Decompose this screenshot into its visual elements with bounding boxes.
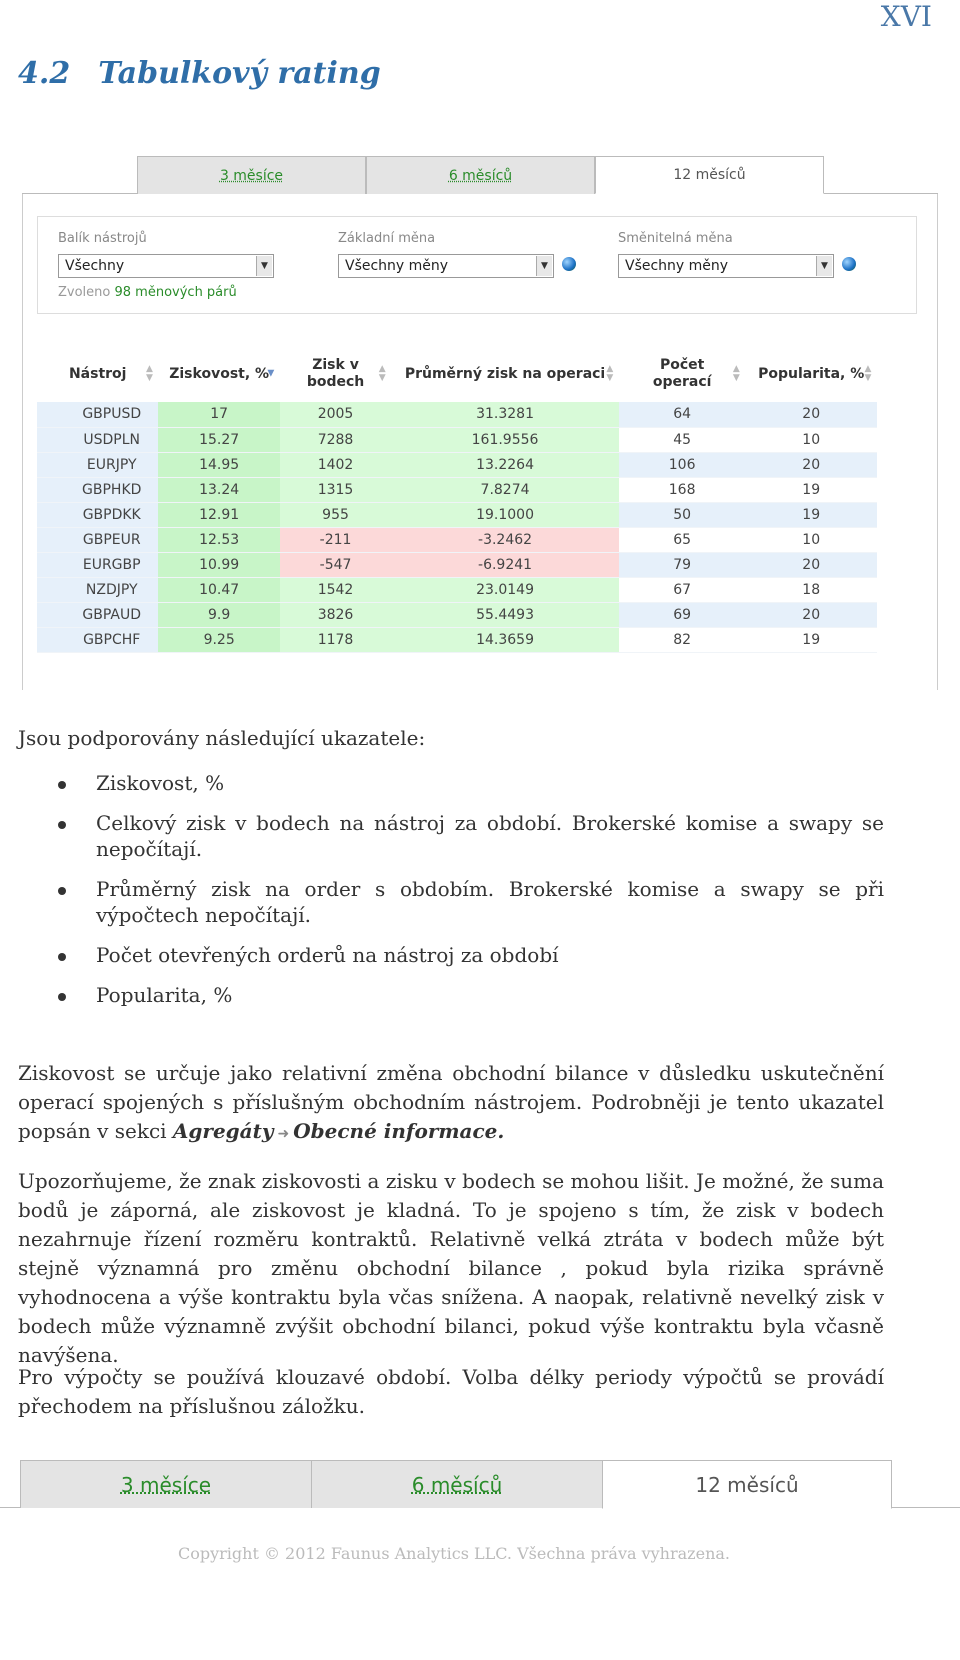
table-row[interactable] <box>37 502 877 527</box>
chevron-down-icon[interactable]: ▼ <box>536 256 552 276</box>
cell-points: 1178 <box>280 627 391 652</box>
cell-profitability: 12.91 <box>158 502 279 527</box>
cell-popularity: 20 <box>745 452 877 477</box>
column-header-profitability[interactable] <box>158 346 279 402</box>
cell-instrument: GBPCHF <box>37 627 158 652</box>
cell-operations: 50 <box>619 502 746 527</box>
list-item <box>58 942 884 968</box>
cell-avg-profit: 55.4493 <box>391 602 619 627</box>
cell-popularity: 10 <box>745 527 877 552</box>
quote-currency-select[interactable] <box>618 254 834 278</box>
cell-popularity: 19 <box>745 477 877 502</box>
bullet-icon <box>58 887 66 895</box>
bullet-icon <box>58 953 66 961</box>
list-item-text: Průměrný zisk na order s obdobím. Brokerské komise a swapy se při výpočtech nepočítají. <box>96 877 884 927</box>
cell-operations: 69 <box>619 602 746 627</box>
cell-instrument: EURGBP <box>37 552 158 577</box>
bottom-period-tabs <box>0 1456 960 1508</box>
cell-operations: 106 <box>619 452 746 477</box>
tab-panel <box>22 194 938 690</box>
selected-pairs-info <box>58 285 237 300</box>
cell-instrument: GBPUSD <box>37 402 158 427</box>
rating-widget <box>22 156 938 690</box>
cell-points: 955 <box>280 502 391 527</box>
cell-profitability: 13.24 <box>158 477 279 502</box>
cell-avg-profit: 13.2264 <box>391 452 619 477</box>
selected-prefix: Zvoleno <box>58 285 115 300</box>
arrow-right-icon: ➜ <box>277 1126 290 1142</box>
section-title-text: Tabulkový rating <box>98 56 381 91</box>
cell-points: 3826 <box>280 602 391 627</box>
section-number: 4.2 <box>18 56 71 91</box>
cell-instrument: NZDJPY <box>37 577 158 602</box>
column-header-popularity[interactable] <box>745 346 877 402</box>
indicator-list <box>58 770 884 1022</box>
sort-desc-icon[interactable]: ▼ <box>267 368 275 379</box>
column-header-avg-profit[interactable] <box>391 346 619 402</box>
cell-operations: 64 <box>619 402 746 427</box>
tab-6-months-large[interactable]: 6 měsíců <box>311 1460 603 1508</box>
cell-profitability: 15.27 <box>158 427 279 452</box>
list-item <box>58 810 884 862</box>
cell-popularity: 19 <box>745 627 877 652</box>
cell-popularity: 18 <box>745 577 877 602</box>
page-number: XVI <box>880 0 932 33</box>
cell-profitability: 10.99 <box>158 552 279 577</box>
globe-icon[interactable] <box>562 257 576 271</box>
cell-points: 1402 <box>280 452 391 477</box>
cell-operations: 45 <box>619 427 746 452</box>
filter-label: Směnitelná měna <box>618 231 733 246</box>
cell-avg-profit: -3.2462 <box>391 527 619 552</box>
cell-avg-profit: 14.3659 <box>391 627 619 652</box>
list-item-text: Celkový zisk v bodech na nástroj za období. Brokerské komise a swapy se nepočítají. <box>96 811 884 861</box>
table-row[interactable] <box>37 527 877 552</box>
cell-avg-profit: -6.9241 <box>391 552 619 577</box>
cell-profitability: 9.25 <box>158 627 279 652</box>
instrument-pack-select[interactable] <box>58 254 274 278</box>
list-item <box>58 770 884 796</box>
table-row[interactable] <box>37 552 877 577</box>
link-aggregates[interactable]: Agregáty <box>172 1119 274 1143</box>
cell-avg-profit: 7.8274 <box>391 477 619 502</box>
cell-points: -211 <box>280 527 391 552</box>
cell-points: 1315 <box>280 477 391 502</box>
cell-avg-profit: 23.0149 <box>391 577 619 602</box>
paragraph-text: Ziskovost se určuje jako relativní změna obchodní bilance v důsledku uskutečnění operací spojených s příslušným obchodním nástrojem. Podrobněji je tento ukazatel popsán v sekci <box>18 1061 884 1143</box>
select-value: Všechny měny <box>625 258 729 274</box>
cell-points: 2005 <box>280 402 391 427</box>
paragraph-notice: Upozorňujeme, že znak ziskovosti a zisku v bodech se mohou lišit. Je možné, že suma bodů je záporná, ale ziskovost je kladná. To je spojeno s tím, že zisk v bodech nezahrnuje řízení rozměru kontraktů. Relativně velká ztráta v bodech může být stejně významná pro změnu obchodní bilance , pokud byla rizika správně vyhodnocena a výše kontraktu byla včas snížena. A naopak, relativně nevelký zisk v bodech může významně zvýšit obchodní bilanci, pokud výše kontraktu byla včasně navýšena. <box>18 1169 884 1367</box>
sort-icon[interactable]: ▲ ▼ <box>606 364 614 383</box>
cell-avg-profit: 31.3281 <box>391 402 619 427</box>
cell-instrument: GBPEUR <box>37 527 158 552</box>
select-value: Všechny <box>65 258 125 274</box>
filter-instrument-group <box>58 231 274 278</box>
cell-popularity: 20 <box>745 402 877 427</box>
tab-6-months[interactable]: 6 měsíců <box>366 156 595 194</box>
column-header-operations[interactable] <box>619 346 746 402</box>
globe-icon[interactable] <box>842 257 856 271</box>
cell-popularity: 10 <box>745 427 877 452</box>
list-item-text: Počet otevřených orderů na nástroj za období <box>96 943 559 967</box>
tab-12-months[interactable]: 12 měsíců <box>595 156 824 194</box>
filter-label: Základní měna <box>338 231 436 246</box>
sort-icon[interactable]: ▲ ▼ <box>864 364 872 383</box>
base-currency-select[interactable] <box>338 254 554 278</box>
header-label: Počet operací <box>652 357 712 390</box>
sort-icon[interactable]: ▲ ▼ <box>378 364 386 383</box>
cell-instrument: GBPDKK <box>37 502 158 527</box>
cell-profitability: 12.53 <box>158 527 279 552</box>
header-label: Průměrný zisk na operaci <box>404 365 606 382</box>
table-header-row <box>37 346 877 402</box>
cell-profitability: 10.47 <box>158 577 279 602</box>
paragraph-profitability <box>18 1059 884 1149</box>
cell-operations: 82 <box>619 627 746 652</box>
table-row[interactable] <box>37 602 877 627</box>
tab-3-months[interactable]: 3 měsíce <box>137 156 366 194</box>
bullet-icon <box>58 821 66 829</box>
cell-profitability: 17 <box>158 402 279 427</box>
column-header-points[interactable] <box>280 346 391 402</box>
cell-operations: 67 <box>619 577 746 602</box>
sort-icon[interactable]: ▲ ▼ <box>145 364 153 383</box>
intro-text: Jsou podporovány následující ukazatele: <box>18 726 426 750</box>
cell-instrument: USDPLN <box>37 427 158 452</box>
filters-box <box>37 216 917 314</box>
rating-table-body <box>37 402 877 652</box>
filter-label: Balík nástrojů <box>58 231 147 246</box>
paragraph-period: Pro výpočty se používá klouzavé období. Volba délky periody výpočtů se provádí přechodem na příslušnou záložku. <box>18 1365 884 1418</box>
section-title <box>18 56 381 91</box>
table-row[interactable] <box>37 452 877 477</box>
cell-instrument: EURJPY <box>37 452 158 477</box>
cell-points: 1542 <box>280 577 391 602</box>
cell-profitability: 9.9 <box>158 602 279 627</box>
cell-instrument: GBPHKD <box>37 477 158 502</box>
table-row[interactable] <box>37 477 877 502</box>
header-label: Ziskovost, % <box>169 365 270 382</box>
list-item <box>58 982 884 1008</box>
copyright-footer: Copyright © 2012 Faunus Analytics LLC. Všechna práva vyhrazena. <box>177 1544 730 1563</box>
cell-popularity: 19 <box>745 502 877 527</box>
cell-popularity: 20 <box>745 602 877 627</box>
selected-pairs-link[interactable]: 98 měnových párů <box>114 285 237 300</box>
header-label: Nástroj <box>68 365 127 382</box>
cell-profitability: 14.95 <box>158 452 279 477</box>
cell-popularity: 20 <box>745 552 877 577</box>
table-row[interactable] <box>37 427 877 452</box>
select-value: Všechny měny <box>345 258 449 274</box>
list-item-text: Ziskovost, % <box>96 771 225 795</box>
table-row[interactable] <box>37 402 877 427</box>
cell-avg-profit: 161.9556 <box>391 427 619 452</box>
header-label: Zisk v bodech <box>306 357 365 390</box>
bullet-icon <box>58 993 66 1001</box>
list-item-text: Popularita, % <box>96 983 233 1007</box>
filter-quote-currency-group <box>618 231 834 278</box>
tab-12-months-large[interactable]: 12 měsíců <box>602 1460 892 1509</box>
table-row[interactable] <box>37 627 877 652</box>
rating-table <box>37 346 877 653</box>
period-tabs <box>137 156 824 194</box>
column-header-instrument[interactable] <box>37 346 158 402</box>
bullet-icon <box>58 781 66 789</box>
list-item <box>58 876 884 928</box>
chevron-down-icon[interactable]: ▼ <box>816 256 832 276</box>
table-row[interactable] <box>37 577 877 602</box>
cell-operations: 79 <box>619 552 746 577</box>
cell-operations: 65 <box>619 527 746 552</box>
cell-operations: 168 <box>619 477 746 502</box>
cell-avg-profit: 19.1000 <box>391 502 619 527</box>
cell-instrument: GBPAUD <box>37 602 158 627</box>
header-label: Popularita, % <box>758 365 865 382</box>
chevron-down-icon[interactable]: ▼ <box>256 256 272 276</box>
cell-points: -547 <box>280 552 391 577</box>
sort-icon[interactable]: ▲ ▼ <box>732 364 740 383</box>
filter-base-currency-group <box>338 231 554 278</box>
cell-points: 7288 <box>280 427 391 452</box>
link-general-info[interactable]: Obecné informace. <box>293 1119 505 1143</box>
tab-3-months-large[interactable]: 3 měsíce <box>20 1460 312 1508</box>
